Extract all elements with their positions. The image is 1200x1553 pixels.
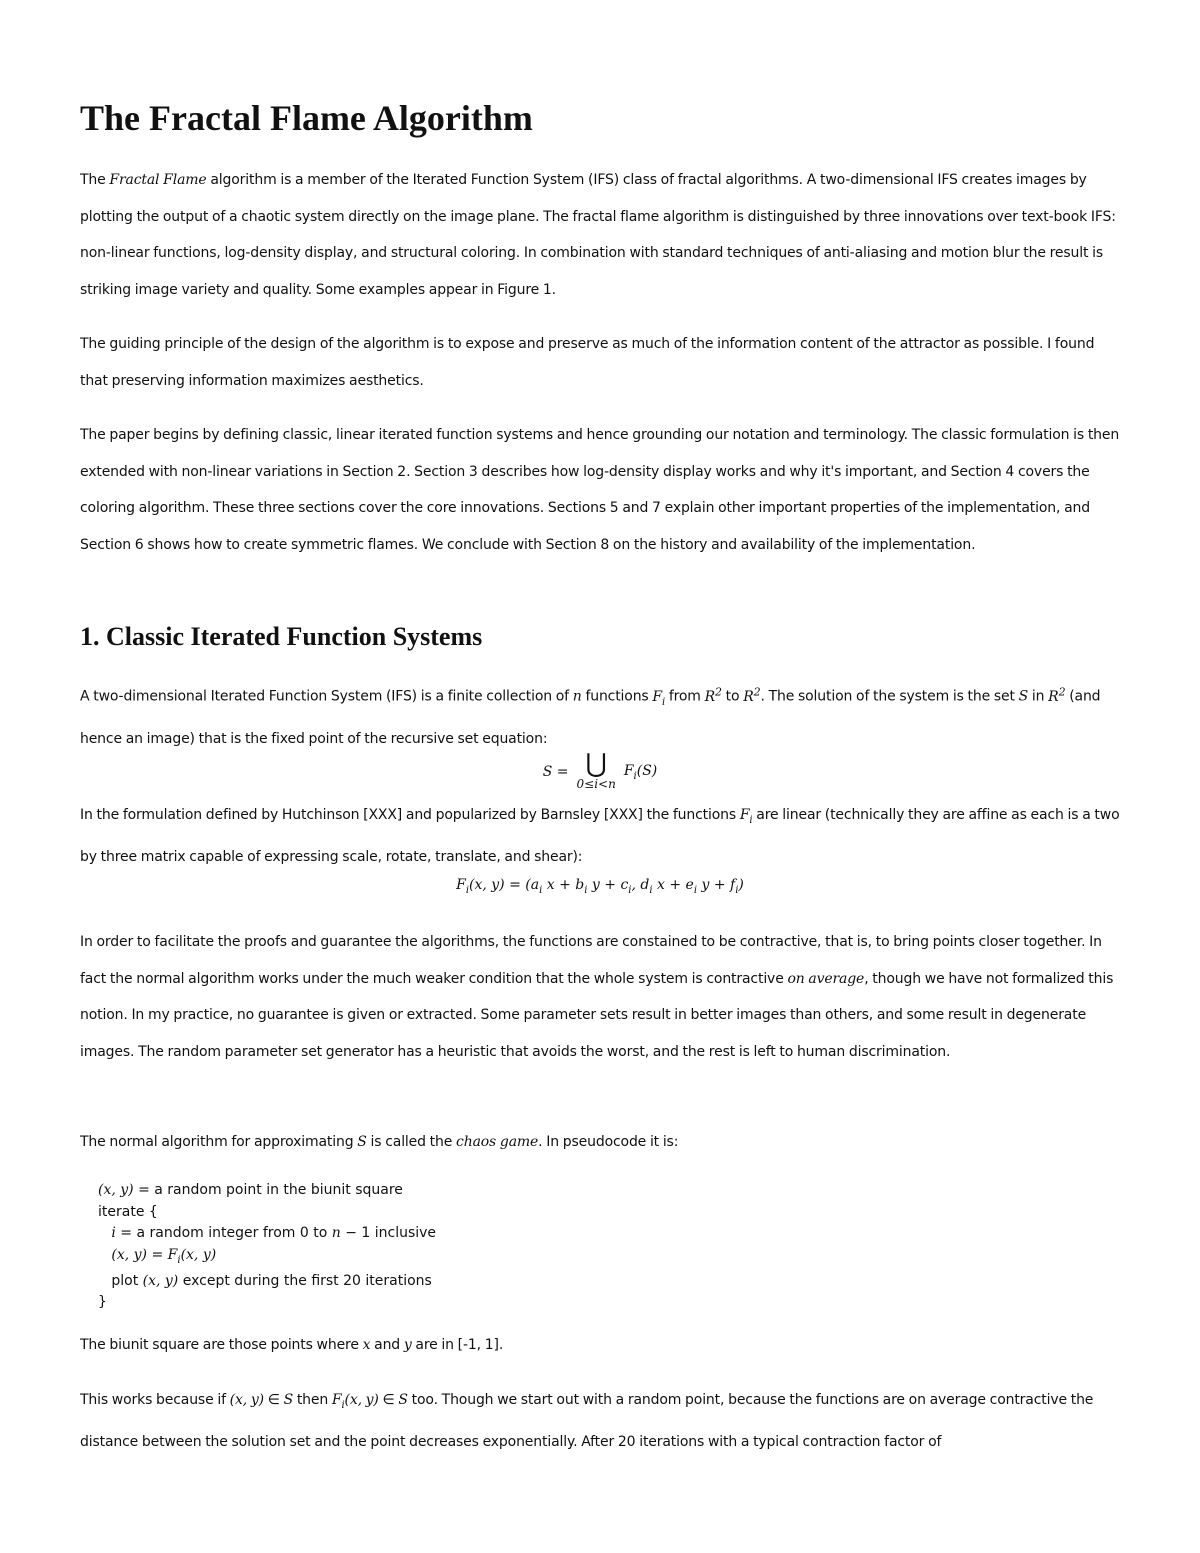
section-1-heading: 1. Classic Iterated Function Systems — [80, 622, 483, 651]
math-S: S — [1018, 688, 1029, 705]
pseudocode-block — [98, 1180, 436, 1314]
math-arg: (S) — [636, 762, 658, 779]
union-range: 0≤i<n — [576, 777, 616, 791]
text: The biunit square are those points where — [80, 1337, 363, 1353]
equation-union — [80, 749, 1120, 792]
text: to — [721, 688, 744, 705]
math-R: R — [704, 688, 716, 705]
math-superscript: 2 — [1058, 685, 1066, 698]
math-subscript: i — [661, 696, 666, 708]
section-1-paragraph-1 — [80, 674, 1120, 757]
math-R: R — [1048, 688, 1059, 705]
math-R2 — [743, 685, 761, 705]
math-superscript: 2 — [715, 685, 722, 698]
math-F-i — [652, 688, 666, 708]
text: ∈ — [263, 1392, 284, 1408]
math-R2 — [704, 685, 722, 705]
math-F-i-xy — [331, 1392, 379, 1411]
section-1-paragraph-5 — [80, 1327, 1120, 1364]
section-1-paragraph-3 — [80, 924, 1120, 1070]
text: In order to facilitate the proofs and guarantee the algorithms, the functions are constained to be contractive, that is, to bring points closer together. In fact the normal algorithm works under the much weaker condition that the whole system is contractive — [80, 934, 1102, 987]
intro-paragraph-1 — [80, 162, 1120, 308]
math-superscript: 2 — [753, 685, 761, 698]
math-subscript: i — [341, 1399, 345, 1411]
math-subscript: i — [749, 814, 753, 826]
emphasis-on-average: on average — [787, 970, 865, 987]
code-line: iterate { — [98, 1203, 158, 1220]
text: is called the — [366, 1134, 457, 1150]
emphasis-fractal-flame: Fractal Flame — [109, 172, 207, 188]
math-S: S — [357, 1134, 367, 1150]
code-line: i = a random integer from 0 to n − 1 inclusive — [111, 1225, 437, 1241]
section-1-paragraph-2 — [80, 797, 1120, 876]
math-R: R — [743, 688, 754, 705]
math-xy: (x, y) — [344, 1392, 379, 1408]
text: ∈ — [378, 1392, 399, 1408]
math-S: S — [283, 1392, 294, 1408]
math-xy: (x, y) — [229, 1392, 264, 1408]
math-F: F — [652, 688, 662, 705]
emphasis-chaos-game: chaos game — [456, 1134, 539, 1150]
intro-paragraph-2: The guiding principle of the design of the algorithm is to expose and preserve as much of the information content of the attractor as possible. I found that preserving information maximizes aesthetics. — [80, 336, 1095, 389]
equation-lhs: S = — [542, 764, 569, 780]
math-subscript: i — [633, 770, 637, 782]
code-line: (x, $y) = F_i(x$, y) — [111, 1246, 217, 1266]
text: This works because if — [80, 1392, 230, 1408]
text: from — [665, 688, 705, 705]
text: are in [-1, 1]. — [411, 1337, 504, 1353]
text: then — [293, 1392, 332, 1408]
text: The — [80, 172, 110, 188]
text: and — [370, 1337, 404, 1353]
text: . The solution of the system is the set — [760, 688, 1019, 705]
text: , though we have not formalized this notion. In my practice, no guarantee is given or extracted. Some parameter sets result in better images than others, and some result in degenerate images. The random parameter set generator has a heuristic that avoids the worst, and the rest is left to human discrimination. — [80, 970, 1114, 1060]
text: functions — [581, 688, 653, 705]
math-n: n — [572, 688, 582, 705]
code-line: plot (x, y) except during the first 20 iterations — [98, 1272, 432, 1289]
text: A two-dimensional Iterated Function System (IFS) is a finite collection of — [80, 688, 573, 705]
math-y: y — [403, 1337, 412, 1353]
math-R2 — [1048, 685, 1066, 705]
math-F: F — [739, 807, 750, 823]
math-x: x — [362, 1337, 371, 1353]
text: In the formulation defined by Hutchinson [XXX] and popularized by Barnsley [XXX] the functions — [80, 807, 740, 823]
text: too. Though we start out with a random point, because the functions are on average contractive the distance between the solution set and the point decreases exponentially. After 20 iterations with a typical contraction factor of — [80, 1392, 1094, 1451]
text: in — [1028, 688, 1049, 705]
section-1-paragraph-6 — [80, 1382, 1120, 1461]
text: are linear (technically they are affine as each is a two by three matrix capable of expressing scale, rotate, translate, and shear): — [80, 807, 1120, 866]
section-1-paragraph-4 — [80, 1124, 1120, 1161]
math-S: S — [398, 1392, 408, 1408]
union-symbol: ⋃ — [585, 749, 607, 779]
math-F: F — [331, 1392, 342, 1408]
page-title: The Fractal Flame Algorithm — [80, 98, 533, 138]
code-line: (x, y) = a random point in the biunit square — [98, 1182, 403, 1198]
equation-affine — [80, 877, 1120, 896]
text: (and hence an image) that is the fixed point of the recursive set equation: — [80, 688, 1101, 747]
equation-affine-text: $F_i(x$, $y) = (a_i$ $x + b_i$ $y + c_i$, $d_i$ $x + e_i$ $y + f_i$) — [456, 877, 744, 896]
text: The normal algorithm for approximating — [80, 1134, 358, 1150]
equation-rhs — [623, 762, 658, 782]
union-operator — [576, 749, 616, 792]
text: . In pseudocode it is: — [538, 1134, 679, 1150]
code-line: } — [98, 1294, 107, 1311]
math-F-i — [739, 807, 753, 826]
intro-paragraph-3: The paper begins by defining classic, linear iterated function systems and hence grounding our notation and terminology. The classic formulation is then extended with non-linear variations in Section 2. Section 3 describes how log-density display works and why it's important, and Section 4 covers the coloring algorithm. These three sections cover the core innovations. Sections 5 and 7 explain other important properties of the implementation, and Section 6 shows how to create symmetric flames. We conclude with Section 8 on the history and availability of the implementation. — [80, 427, 1120, 553]
text: algorithm is a member of the Iterated Function System (IFS) class of fractal algorithms. A two-dimensional IFS creates images by plotting the output of a chaotic system directly on the image plane. The fractal flame algorithm is distinguished by three innovations over text-book IFS: non-linear functions, log-density display, and structural coloring. In combination with standard techniques of anti-aliasing and motion blur the result is striking image variety and quality. Some examples appear in Figure 1. — [80, 172, 1116, 298]
math-F: F — [623, 762, 634, 779]
